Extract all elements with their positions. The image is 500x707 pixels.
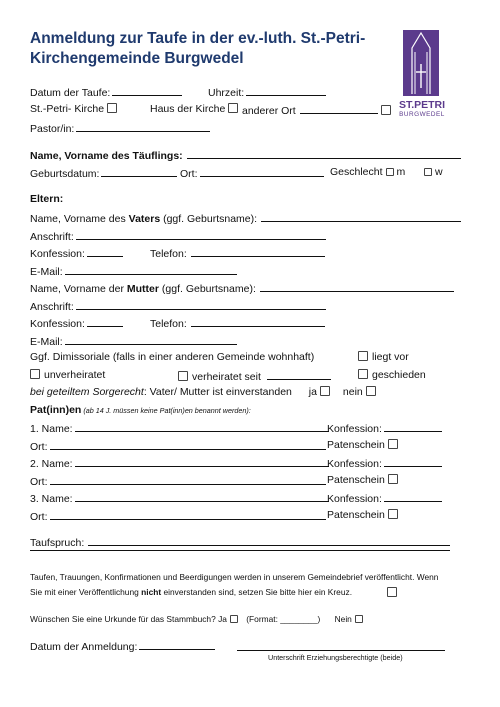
pate2-konfession-row	[327, 456, 442, 470]
taufspruch-row	[30, 535, 450, 549]
sorgerecht-label: bei geteiltem Sorgerecht	[30, 386, 144, 398]
pate2-ort-label: Ort:	[30, 476, 48, 488]
pate3-ort-field[interactable]	[50, 509, 326, 520]
geburtsort-label: Ort:	[180, 168, 198, 180]
pate2-konfession-field[interactable]	[384, 456, 442, 467]
vater-email-field[interactable]	[65, 264, 237, 275]
mutter-label-pre: Name, Vorname der	[30, 283, 127, 295]
urkunde-question: Wünschen Sie eine Urkunde für das Stammbuch? Ja	[30, 614, 227, 624]
urkunde-nein-checkbox[interactable]	[355, 615, 363, 623]
pate3-ort-row	[30, 509, 326, 523]
mutter-konfession-label: Konfession:	[30, 318, 85, 330]
geburtsort-field[interactable]	[200, 166, 324, 177]
pate2-patenschein-row	[327, 474, 398, 486]
mutter-konfession-row	[30, 316, 123, 330]
church-tower-icon	[403, 30, 439, 96]
unverheiratet-checkbox[interactable]	[30, 369, 40, 379]
liegt-vor-label: liegt vor	[372, 351, 409, 363]
taeufling-label: Name, Vorname des Täuflings:	[30, 150, 183, 162]
pate2-name-label: 2. Name:	[30, 458, 73, 470]
pate3-name-label: 3. Name:	[30, 493, 73, 505]
vater-name-field[interactable]	[261, 211, 461, 222]
vater-anschrift-row	[30, 229, 326, 243]
unverheiratet-label: unverheiratet	[44, 369, 106, 381]
vater-telefon-field[interactable]	[191, 246, 325, 257]
datum-anmeldung-row	[30, 639, 215, 653]
pate3-konfession-field[interactable]	[384, 491, 442, 502]
pate1-name-field[interactable]	[75, 421, 329, 432]
vater-telefon-label: Telefon:	[150, 248, 187, 260]
vater-konfession-field[interactable]	[87, 246, 123, 257]
unterschrift-field[interactable]	[237, 650, 445, 651]
sorgerecht-nein-checkbox[interactable]	[366, 386, 376, 396]
geschlecht-row	[330, 166, 443, 178]
geburtsort-row	[180, 166, 324, 180]
geschieden-label: geschieden	[372, 369, 426, 381]
anderer-ort-option	[242, 103, 391, 117]
geburtsdatum-row	[30, 166, 177, 180]
dimissoriale-label: Ggf. Dimissoriale (falls in einer anderen Gemeinde wohnhaft)	[30, 351, 315, 363]
vater-konfession-row	[30, 246, 123, 260]
haus-kirche-option	[150, 103, 238, 115]
paten-heading-row	[30, 404, 251, 416]
vater-name-row	[30, 211, 461, 225]
mutter-anschrift-row	[30, 299, 326, 313]
pate3-konfession-row	[327, 491, 442, 505]
anderer-ort-field[interactable]	[300, 103, 378, 114]
pate2-ort-field[interactable]	[50, 474, 326, 485]
pate3-konfession-label: Konfession:	[327, 493, 382, 505]
geschlecht-w-label: w	[435, 166, 443, 178]
pate3-patenschein-checkbox[interactable]	[388, 509, 398, 519]
logo-subtitle: BURGWEDEL	[399, 111, 445, 118]
mutter-email-label: E-Mail:	[30, 336, 63, 348]
liegt-vor-option	[358, 351, 409, 363]
pate2-patenschein-label: Patenschein	[327, 474, 385, 486]
pastor-row	[30, 121, 210, 135]
mutter-label-post: (ggf. Geburtsname):	[158, 283, 256, 295]
anderer-ort-checkbox[interactable]	[381, 105, 391, 115]
pate3-name-row	[30, 491, 329, 505]
pate3-ort-label: Ort:	[30, 511, 48, 523]
pate1-ort-label: Ort:	[30, 441, 48, 453]
anderer-ort-label: anderer Ort	[242, 105, 296, 117]
veroeffentlichung-checkbox[interactable]	[387, 587, 397, 597]
pate1-konfession-label: Konfession:	[327, 423, 382, 435]
unterschrift-label: Unterschrift Erziehungsberechtigte (beide)	[268, 653, 403, 662]
sorgerecht-text: : Vater/ Mutter ist einverstanden	[143, 386, 292, 398]
datum-taufe-label: Datum der Taufe:	[30, 87, 111, 99]
pate1-name-label: 1. Name:	[30, 423, 73, 435]
pastor-field[interactable]	[76, 121, 210, 132]
pate1-patenschein-label: Patenschein	[327, 439, 385, 451]
info-line2-bold: nicht	[141, 587, 162, 597]
verheiratet-label: verheiratet seit	[192, 371, 261, 383]
taufspruch-label: Taufspruch:	[30, 537, 85, 549]
sorgerecht-row	[30, 386, 376, 398]
mutter-anschrift-label: Anschrift:	[30, 301, 74, 313]
verheiratet-seit-field[interactable]	[267, 369, 331, 380]
haus-kirche-label: Haus der Kirche	[150, 103, 226, 115]
info-line2	[30, 587, 352, 597]
datum-taufe-field[interactable]	[112, 85, 182, 96]
info-line2-pre: Sie mit einer Veröffentlichung	[30, 587, 142, 597]
mutter-email-field[interactable]	[65, 334, 237, 345]
geschlecht-label: Geschlecht	[330, 166, 383, 178]
pate1-konfession-row	[327, 421, 442, 435]
vater-label-bold: Vaters	[128, 213, 161, 225]
vater-telefon-row	[150, 246, 325, 260]
mutter-telefon-field[interactable]	[191, 316, 325, 327]
pate1-patenschein-checkbox[interactable]	[388, 439, 398, 449]
uhrzeit-field[interactable]	[246, 85, 326, 96]
info-line2-post: einverstanden sind, setzen Sie bitte hier ein Kreuz.	[161, 587, 353, 597]
vater-label-post: (ggf. Geburtsname):	[160, 213, 258, 225]
vater-email-row	[30, 264, 237, 278]
divider	[30, 550, 450, 551]
paten-heading: Pat(inn)en	[30, 404, 82, 416]
pate2-konfession-label: Konfession:	[327, 458, 382, 470]
mutter-name-row	[30, 281, 454, 295]
pastor-label: Pastor/in:	[30, 123, 75, 135]
datum-anmeldung-label: Datum der Anmeldung:	[30, 641, 138, 653]
pate3-name-field[interactable]	[75, 491, 329, 502]
geschlecht-m-label: m	[396, 166, 406, 178]
urkunde-row	[30, 614, 363, 624]
uhrzeit-label: Uhrzeit:	[208, 87, 245, 99]
geschieden-checkbox[interactable]	[358, 369, 368, 379]
taeufling-field[interactable]	[187, 148, 461, 159]
info-line1: Taufen, Trauungen, Konfirmationen und Beerdigungen werden in unserem Gemeindebrief veröffentlicht. Wenn	[30, 572, 439, 582]
vater-email-label: E-Mail:	[30, 266, 63, 278]
sorgerecht-ja-checkbox[interactable]	[320, 386, 330, 396]
geschlecht-m-checkbox[interactable]	[386, 168, 394, 176]
urkunde-nein-label: Nein	[334, 614, 352, 624]
pate2-name-row	[30, 456, 329, 470]
page-title-line2: Kirchengemeinde Burgwedel	[30, 50, 244, 67]
liegt-vor-checkbox[interactable]	[358, 351, 368, 361]
mutter-anschrift-field[interactable]	[76, 299, 326, 310]
paten-note: (ab 14 J. müssen keine Pat(inn)en benannt werden):	[81, 406, 251, 415]
pate3-patenschein-label: Patenschein	[327, 509, 385, 521]
mutter-label-bold: Mutter	[126, 283, 159, 295]
st-petri-kirche-checkbox[interactable]	[107, 103, 117, 113]
pate2-patenschein-checkbox[interactable]	[388, 474, 398, 484]
mutter-telefon-row	[150, 316, 325, 330]
page-title-line1: Anmeldung zur Taufe in der ev.-luth. St.-Petri-	[30, 30, 366, 47]
verheiratet-checkbox[interactable]	[178, 371, 188, 381]
mutter-email-row	[30, 334, 237, 348]
pate1-name-row	[30, 421, 329, 435]
datum-taufe-row	[30, 85, 182, 99]
eltern-heading: Eltern:	[30, 193, 64, 205]
st-petri-kirche-option	[30, 103, 117, 115]
vater-anschrift-field[interactable]	[76, 229, 326, 240]
datum-anmeldung-field[interactable]	[139, 639, 215, 650]
vater-anschrift-label: Anschrift:	[30, 231, 74, 243]
urkunde-format: (Format: ________)	[246, 614, 321, 624]
sorgerecht-nein-label: nein	[342, 386, 363, 398]
taufspruch-field[interactable]	[88, 535, 450, 546]
mutter-konfession-field[interactable]	[87, 316, 123, 327]
pate2-name-field[interactable]	[75, 456, 329, 467]
pate3-patenschein-row	[327, 509, 398, 521]
pate1-ort-row	[30, 439, 326, 453]
verheiratet-option	[178, 369, 331, 383]
church-logo-icon	[403, 30, 439, 96]
uhrzeit-row	[208, 85, 326, 99]
st-petri-kirche-label: St.-Petri- Kirche	[30, 103, 105, 115]
pate2-ort-row	[30, 474, 326, 488]
unverheiratet-option	[30, 369, 105, 381]
geschlecht-w-checkbox[interactable]	[424, 168, 432, 176]
haus-kirche-checkbox[interactable]	[228, 103, 238, 113]
pate1-ort-field[interactable]	[50, 439, 326, 450]
vater-label-pre: Name, Vorname des	[30, 213, 129, 225]
geschieden-option	[358, 369, 426, 381]
pate1-konfession-field[interactable]	[384, 421, 442, 432]
urkunde-ja-checkbox[interactable]	[230, 615, 238, 623]
mutter-name-field[interactable]	[260, 281, 454, 292]
logo-name: ST.PETRI	[398, 99, 446, 111]
geburtsdatum-field[interactable]	[101, 166, 177, 177]
mutter-telefon-label: Telefon:	[150, 318, 187, 330]
pate1-patenschein-row	[327, 439, 398, 451]
vater-konfession-label: Konfession:	[30, 248, 85, 260]
geburtsdatum-label: Geburtsdatum:	[30, 168, 100, 180]
taeufling-row	[30, 148, 461, 162]
sorgerecht-ja-label: ja	[308, 386, 317, 398]
